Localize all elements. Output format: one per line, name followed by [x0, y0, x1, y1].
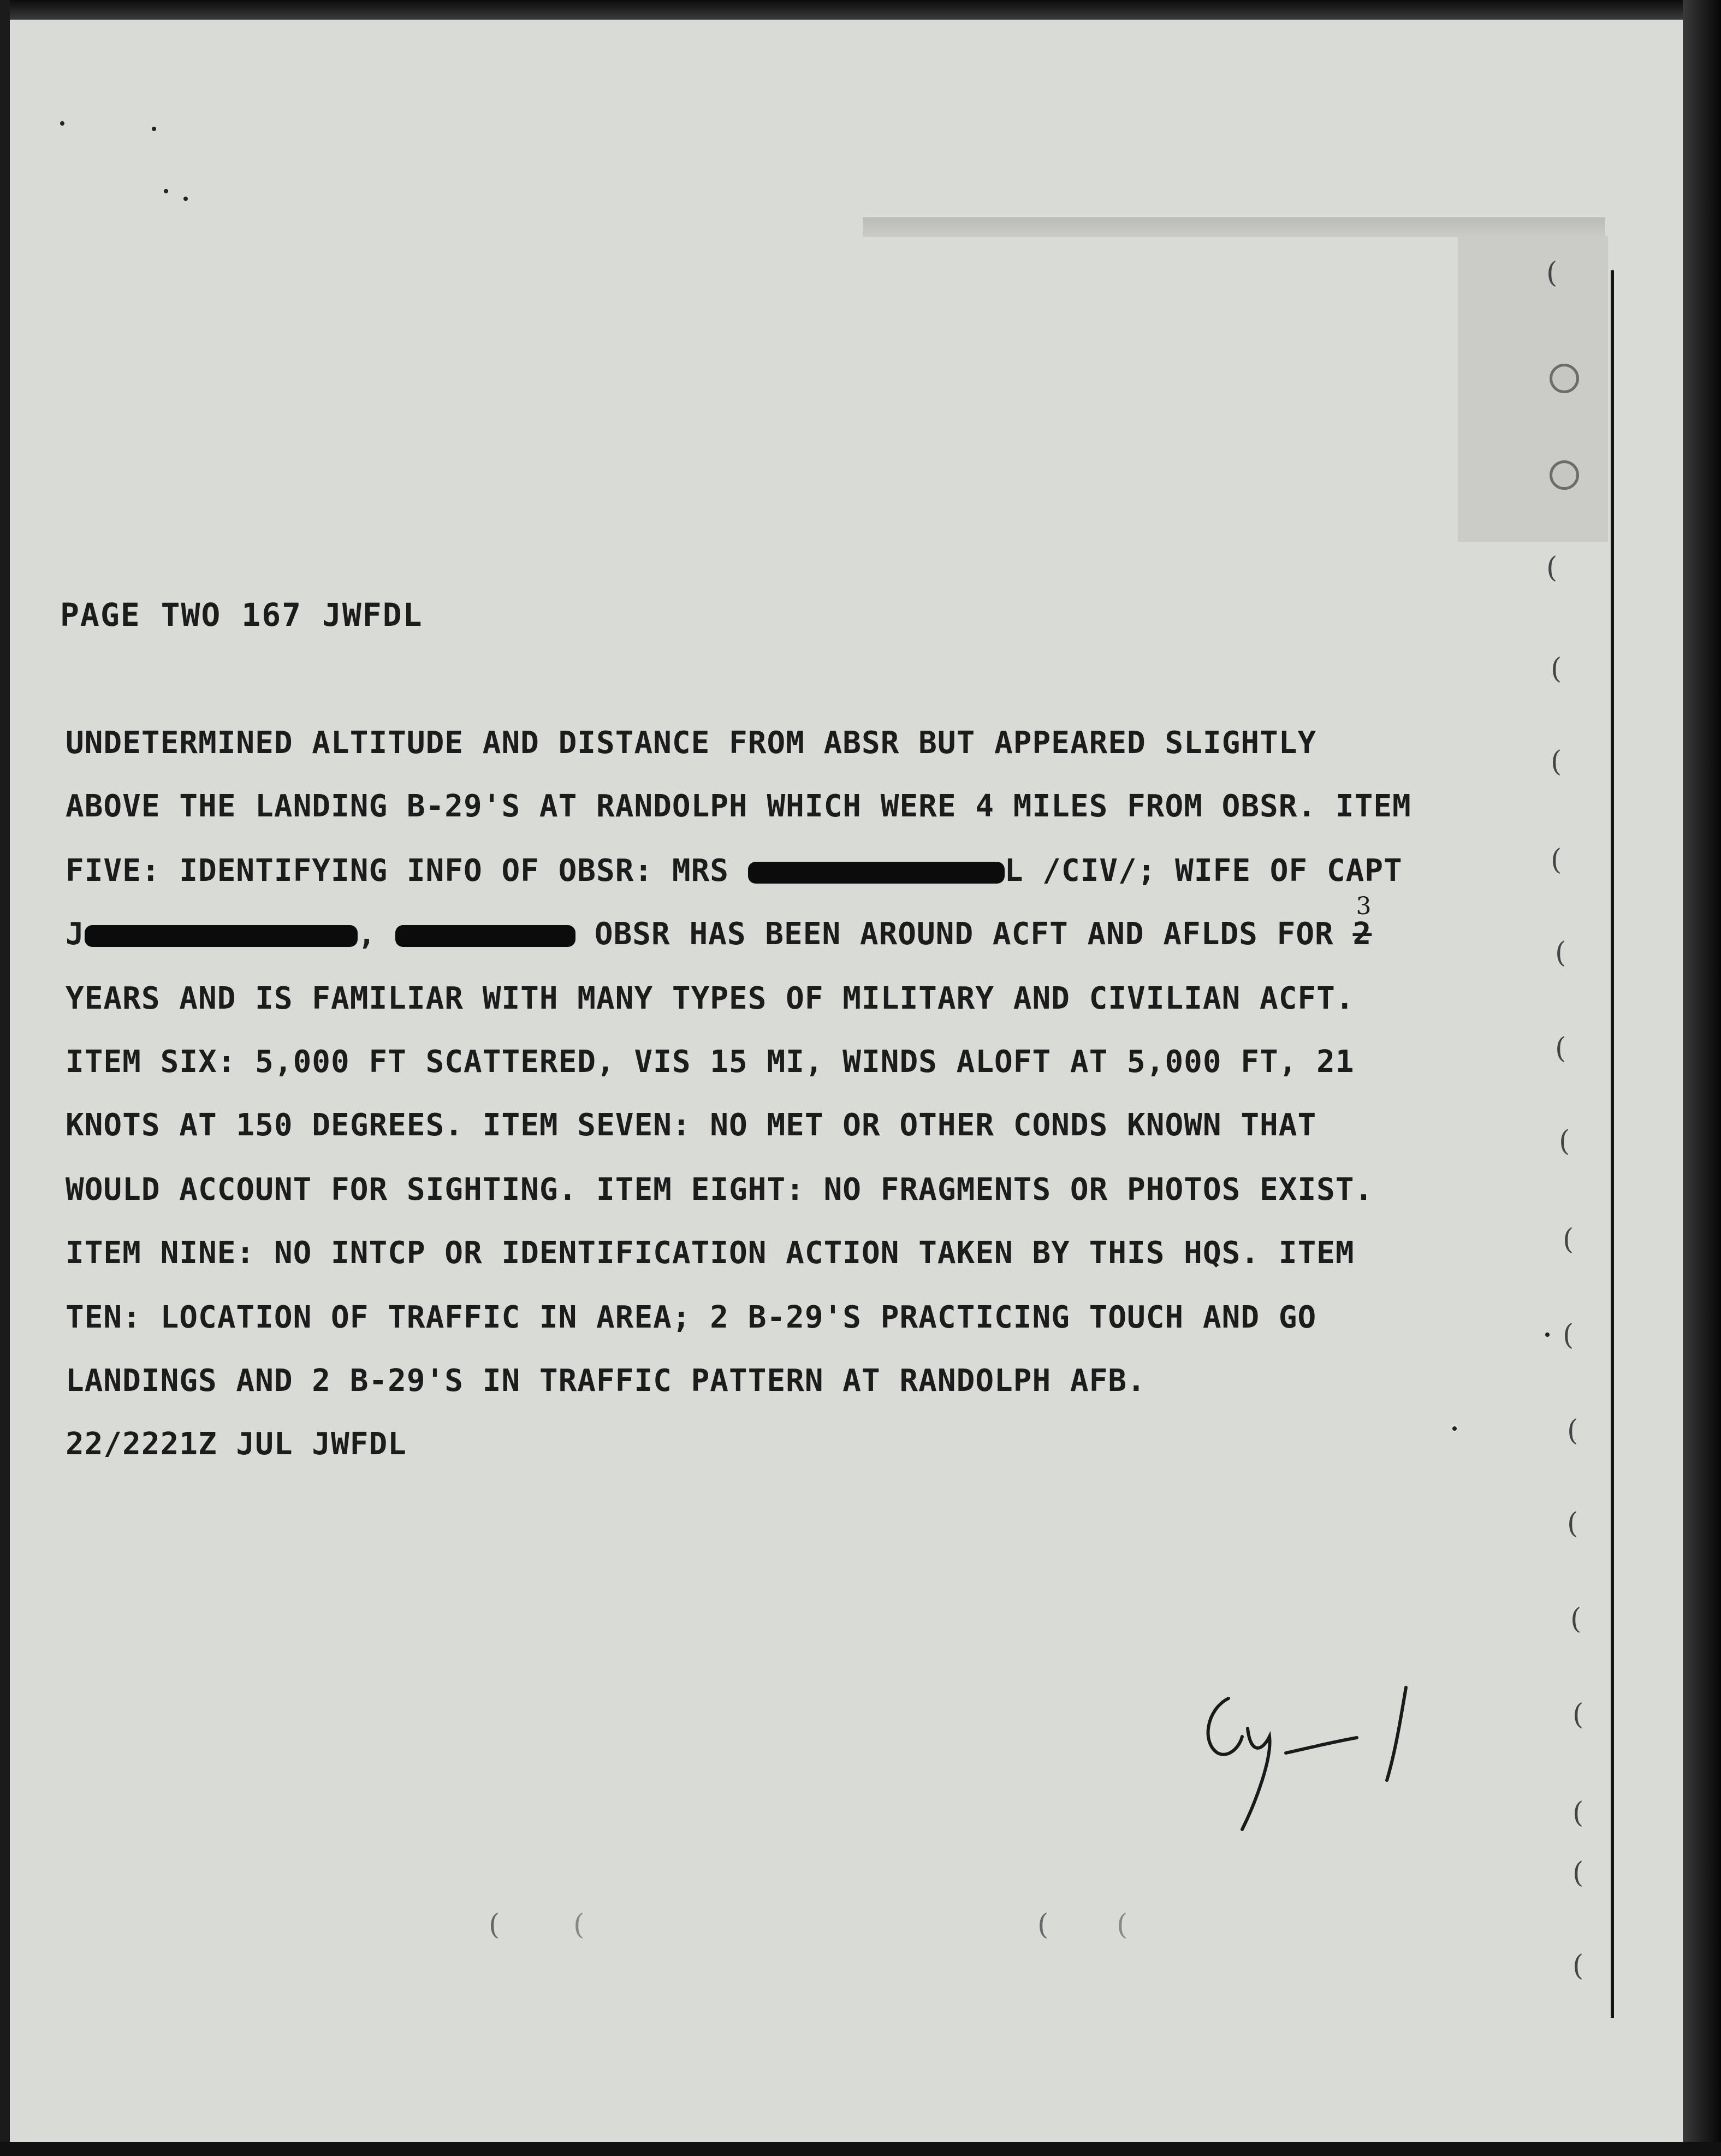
scan-speck	[60, 121, 64, 126]
scan-border-bottom	[0, 2142, 1721, 2156]
redaction-bar	[85, 925, 358, 947]
margin-mark: (	[1037, 1909, 1049, 1941]
sprocket-hole	[1550, 460, 1579, 490]
margin-mark: (	[1572, 1857, 1584, 1890]
margin-mark: (	[489, 1909, 500, 1941]
message-line: ITEM SIX: 5,000 FT SCATTERED, VIS 15 MI, WINDS ALOFT AT 5,000 FT, 21	[66, 1044, 1355, 1080]
margin-mark: (	[1117, 1909, 1128, 1941]
message-line: KNOTS AT 150 DEGREES. ITEM SEVEN: NO MET OR OTHER CONDS KNOWN THAT	[66, 1107, 1317, 1143]
message-line	[66, 892, 1372, 952]
years-typed: 2	[1352, 916, 1372, 952]
message-line: LANDINGS AND 2 B-29'S IN TRAFFIC PATTERN AT RANDOLPH AFB.	[66, 1363, 1146, 1399]
margin-mark: (	[1555, 1032, 1566, 1065]
margin-mark: (	[1551, 745, 1562, 778]
message-text: J	[66, 916, 85, 952]
scan-border-left	[0, 0, 10, 2156]
message-text: FIVE: IDENTIFYING INFO OF OBSR: MRS	[66, 853, 748, 889]
margin-mark: (	[1555, 937, 1566, 969]
margin-mark: (	[573, 1909, 585, 1941]
margin-mark: (	[1546, 257, 1558, 289]
margin-mark: (	[1572, 1950, 1584, 1982]
years-correction: 3	[1356, 892, 1372, 920]
teletype-strip	[863, 217, 1605, 237]
margin-mark: (	[1563, 1223, 1574, 1256]
message-line: UNDETERMINED ALTITUDE AND DISTANCE FROM ABSR BUT APPEARED SLIGHTLY	[66, 725, 1317, 761]
message-line: 22/2221Z JUL JWFDL	[66, 1426, 407, 1462]
margin-rule	[1611, 270, 1614, 2018]
margin-mark: (	[1563, 1319, 1574, 1352]
margin-mark: (	[1567, 1507, 1578, 1540]
scan-speck	[183, 197, 188, 201]
message-line: ABOVE THE LANDING B-29'S AT RANDOLPH WHICH WERE 4 MILES FROM OBSR. ITEM	[66, 789, 1411, 824]
scan-speck	[164, 189, 168, 193]
teletype-strip-shadow	[1458, 236, 1608, 542]
margin-mark: (	[1572, 1698, 1584, 1731]
message-line: ITEM NINE: NO INTCP OR IDENTIFICATION ACTION TAKEN BY THIS HQS. ITEM	[66, 1235, 1355, 1271]
message-text: OBSR HAS BEEN AROUND ACFT AND AFLDS FOR	[575, 916, 1353, 952]
margin-mark: (	[1572, 1797, 1584, 1829]
redaction-bar	[748, 862, 1005, 884]
scan-speck	[1545, 1332, 1550, 1337]
handwritten-annotation	[1190, 1677, 1441, 1840]
years-value	[1352, 892, 1372, 952]
margin-mark: (	[1559, 1125, 1570, 1158]
margin-mark: (	[1570, 1603, 1582, 1636]
margin-mark: (	[1546, 552, 1558, 584]
sprocket-hole	[1550, 364, 1579, 393]
message-text: L /CIV/; WIFE OF CAPT	[1004, 853, 1403, 889]
message-line	[66, 853, 1403, 889]
margin-mark: (	[1551, 844, 1562, 876]
scan-border-top	[0, 0, 1721, 20]
scan-speck	[1452, 1426, 1457, 1431]
scan-speck	[152, 127, 156, 131]
scan-border-right	[1683, 0, 1721, 2156]
margin-mark: (	[1551, 653, 1562, 685]
message-text: ,	[357, 916, 396, 952]
redaction-bar	[395, 925, 575, 947]
message-line: TEN: LOCATION OF TRAFFIC IN AREA; 2 B-29'S PRACTICING TOUCH AND GO	[66, 1300, 1317, 1335]
margin-mark: (	[1567, 1414, 1578, 1447]
message-line: WOULD ACCOUNT FOR SIGHTING. ITEM EIGHT: NO FRAGMENTS OR PHOTOS EXIST.	[66, 1172, 1374, 1207]
message-line: YEARS AND IS FAMILIAR WITH MANY TYPES OF MILITARY AND CIVILIAN ACFT.	[66, 981, 1355, 1016]
page-header: PAGE TWO 167 JWFDL	[60, 596, 423, 633]
